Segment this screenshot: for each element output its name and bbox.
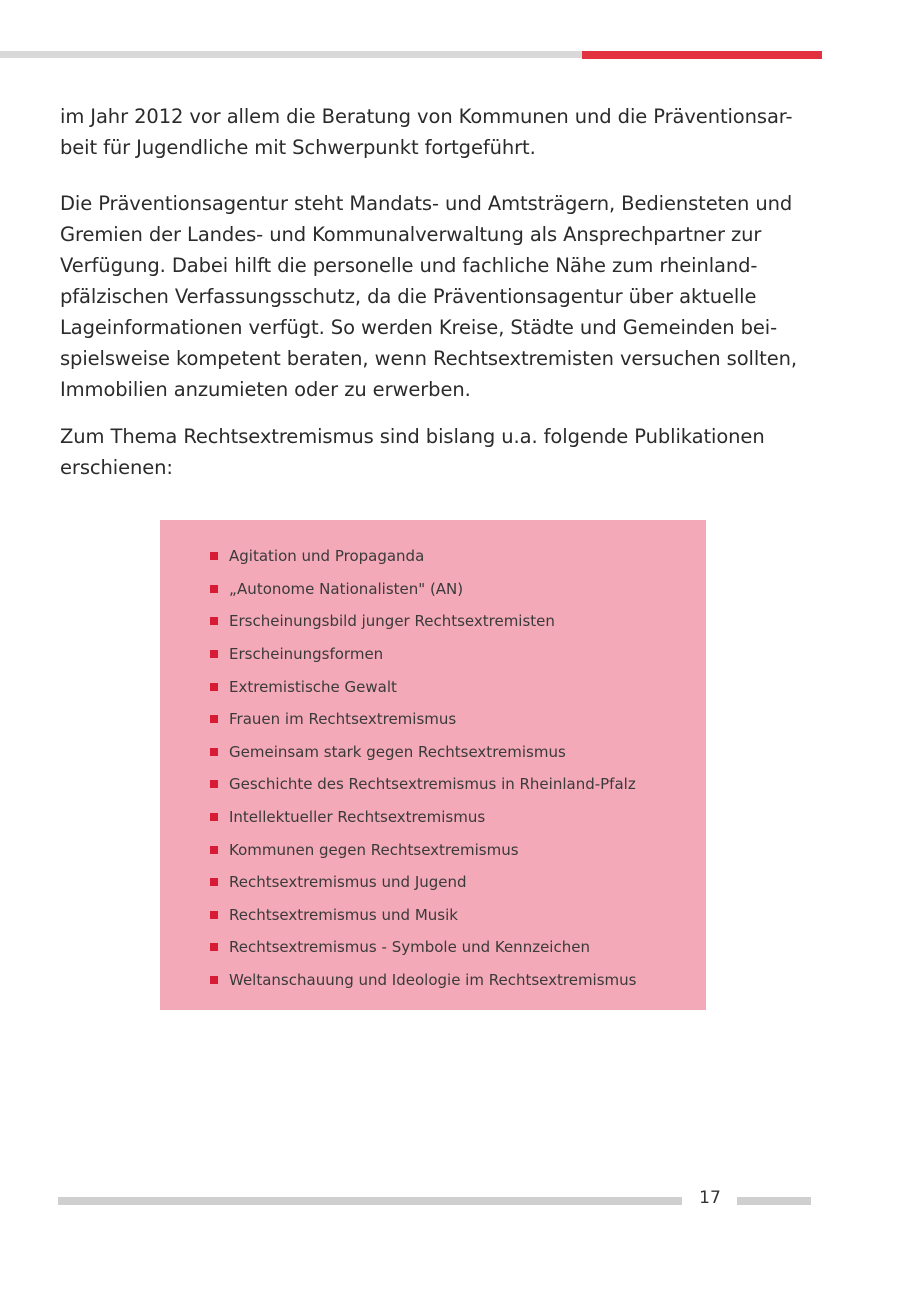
bullet-square-icon [210,976,218,984]
list-item [210,638,636,671]
bullet-square-icon [210,813,218,821]
publication-title: Frauen im Rechtsextremismus [229,710,457,729]
bullet-square-icon [210,585,218,593]
publication-title: Rechtsextremismus und Jugend [229,873,467,892]
publication-title: Weltanschauung und Ideologie im Rechtsextremismus [229,971,637,990]
list-item [210,768,636,801]
footer-rule [58,1197,682,1205]
bullet-square-icon [210,911,218,919]
bullet-square-icon [210,943,218,951]
list-item [210,703,636,736]
publication-title: Gemeinsam stark gegen Rechtsextremismus [229,742,566,761]
publication-title: Rechtsextremismus und Musik [229,905,458,924]
page-number: 17 [699,1188,721,1208]
publication-title: Kommunen gegen Rechtsextremismus [229,840,519,859]
paragraph-2: Die Präventionsagentur steht Mandats- und Amtsträgern, Bediensteten und Gremien der Landes- und Kommunalverwaltung als Ansprechpartner zur Verfügung. Dabei hilft die personelle und fachliche Nähe zum rheinland-pfälzischen Verfassungsschutz, da die Präventionsagentur über aktuelle Lageinformationen verfügt. So werden Kreise, Städte und Gemeinden bei-spielsweise kompetent beraten, wenn Rechtsextremisten versuchen sollten, Immobilien anzumieten oder zu erwerben. [60,192,797,401]
list-item [210,540,636,573]
publication-title: Intellektueller Rechtsextremismus [229,808,486,827]
bullet-square-icon [210,748,218,756]
publications-box [160,520,706,1010]
bullet-square-icon [210,878,218,886]
publication-title: „Autonome Nationalisten" (AN) [229,579,464,598]
list-item [210,670,636,703]
list-item [210,899,636,932]
publications-list [210,540,636,996]
publication-title: Erscheinungsformen [229,645,384,664]
list-item [210,801,636,834]
bullet-square-icon [210,552,218,560]
bullet-square-icon [210,650,218,658]
paragraph-1: im Jahr 2012 vor allem die Beratung von Kommunen und die Präventionsar-beit für Jugendliche mit Schwerpunkt fortgeführt. [60,105,793,159]
list-item [210,736,636,769]
publication-title: Geschichte des Rechtsextremismus in Rheinland-Pfalz [229,775,636,794]
publication-title: Erscheinungsbild junger Rechtsextremisten [229,612,555,631]
bullet-square-icon [210,846,218,854]
list-item [210,964,636,997]
footer-rule-right [737,1197,811,1205]
bullet-square-icon [210,617,218,625]
paragraph-3: Zum Thema Rechtsextremismus sind bislang u.a. folgende Publikationen erschienen: [60,425,765,479]
list-item [210,605,636,638]
publication-title: Extremistische Gewalt [229,677,397,696]
bullet-square-icon [210,715,218,723]
bullet-square-icon [210,780,218,788]
bullet-square-icon [210,683,218,691]
header-accent-bar [582,51,822,59]
list-item [210,931,636,964]
list-item [210,573,636,606]
list-item [210,833,636,866]
header-rule [0,51,582,58]
list-item [210,866,636,899]
publication-title: Rechtsextremismus - Symbole und Kennzeichen [229,938,590,957]
publication-title: Agitation und Propaganda [229,547,425,566]
